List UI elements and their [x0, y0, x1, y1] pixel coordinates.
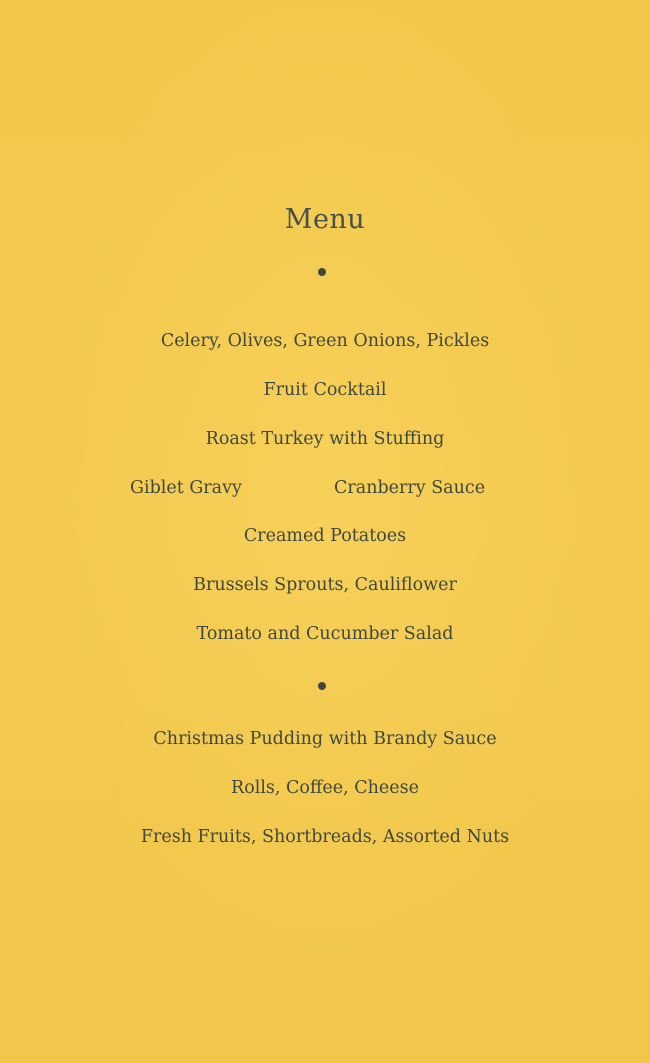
menu-item-fruit-cocktail: Fruit Cocktail — [263, 380, 387, 400]
menu-item-creamed-potatoes: Creamed Potatoes — [243, 526, 407, 546]
menu-title: Menu — [284, 204, 366, 235]
menu-item-roast-turkey: Roast Turkey with Stuffing — [205, 429, 445, 449]
ornament-dot-icon — [318, 682, 326, 690]
menu-item-relish: Celery, Olives, Green Onions, Pickles — [160, 331, 490, 351]
menu-item-rolls-coffee-cheese: Rolls, Coffee, Cheese — [231, 778, 419, 798]
menu-item-christmas-pudding: Christmas Pudding with Brandy Sauce — [153, 729, 497, 749]
menu-item-giblet-gravy: Giblet Gravy — [130, 478, 242, 498]
menu-item-salad: Tomato and Cucumber Salad — [196, 624, 454, 644]
ornament-dot-icon — [318, 268, 326, 276]
menu-item-vegetables: Brussels Sprouts, Cauliflower — [193, 575, 457, 595]
menu-item-cranberry-sauce: Cranberry Sauce — [334, 478, 486, 498]
menu-item-sauces — [0, 476, 650, 500]
menu-item-fruits-nuts: Fresh Fruits, Shortbreads, Assorted Nuts — [140, 827, 510, 847]
